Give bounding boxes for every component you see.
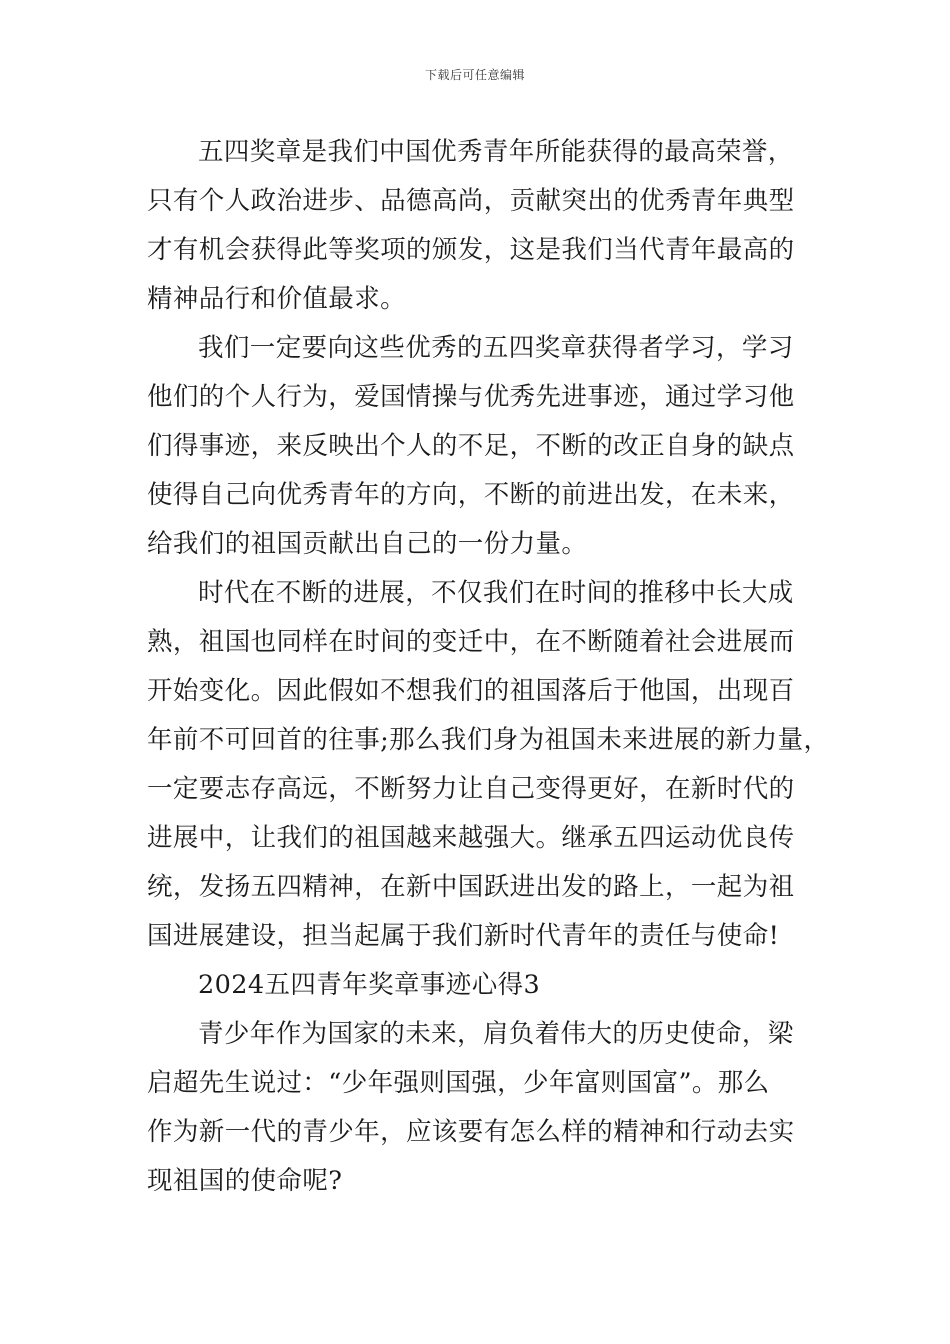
paragraph-4 <box>147 1010 815 1206</box>
paragraph-line: 作为新一代的青少年，应该要有怎么样的精神和行动去实 <box>147 1117 795 1147</box>
paragraph-2 <box>147 324 815 569</box>
paragraph-line: 国进展建设，担当起属于我们新时代青年的责任与使命! <box>147 921 780 951</box>
paragraph-3 <box>147 569 830 961</box>
paragraph-line: 只有个人政治进步、品德高尚，贡献突出的优秀青年典型 <box>147 186 795 216</box>
paragraph-line: 们得事迹，来反映出个人的不足，不断的改正自身的缺点 <box>147 431 795 461</box>
paragraph-line: 年前不可回首的往事;那么我们身为祖国未来进展的新力量， <box>147 725 830 755</box>
paragraph-line: 才有机会获得此等奖项的颁发，这是我们当代青年最高的 <box>147 235 795 265</box>
paragraph-1 <box>147 128 815 324</box>
paragraph-line: 统，发扬五四精神，在新中国跃进出发的路上，一起为祖 <box>147 872 795 902</box>
paragraph-line: 给我们的祖国贡献出自己的一份力量。 <box>147 529 588 559</box>
paragraph-line: 进展中，让我们的祖国越来越强大。继承五四运动优良传 <box>147 823 795 853</box>
paragraph-line: 一定要志存高远，不断努力让自己变得更好，在新时代的 <box>147 774 795 804</box>
document-body <box>147 128 830 1206</box>
section-heading <box>147 961 815 1010</box>
paragraph-line: 我们一定要向这些优秀的五四奖章获得者学习，学习 <box>198 333 794 363</box>
paragraph-line: 熟，祖国也同样在时间的变迁中，在不断随着社会进展而 <box>147 627 795 657</box>
paragraph-line: 使得自己向优秀青年的方向，不断的前进出发，在未来， <box>147 480 795 510</box>
paragraph-line: 开始变化。因此假如不想我们的祖国落后于他国，出现百 <box>147 676 795 706</box>
paragraph-line: 现祖国的使命呢? <box>147 1166 343 1196</box>
header-note: 下载后可任意编辑 <box>424 68 525 82</box>
section-heading-text: 2024五四青年奖章事迹心得3 <box>198 970 541 1000</box>
paragraph-line: 青少年作为国家的未来，肩负着伟大的历史使命，梁 <box>198 1019 794 1049</box>
paragraph-line: 启超先生说过：“少年强则国强，少年富则国富”。那么 <box>147 1068 770 1098</box>
paragraph-line: 他们的个人行为，爱国情操与优秀先进事迹，通过学习他 <box>147 382 795 412</box>
paragraph-line: 精神品行和价值最求。 <box>147 284 407 314</box>
paragraph-line: 五四奖章是我们中国优秀青年所能获得的最高荣誉， <box>198 137 794 167</box>
paragraph-line: 时代在不断的进展，不仅我们在时间的推移中长大成 <box>198 578 794 608</box>
